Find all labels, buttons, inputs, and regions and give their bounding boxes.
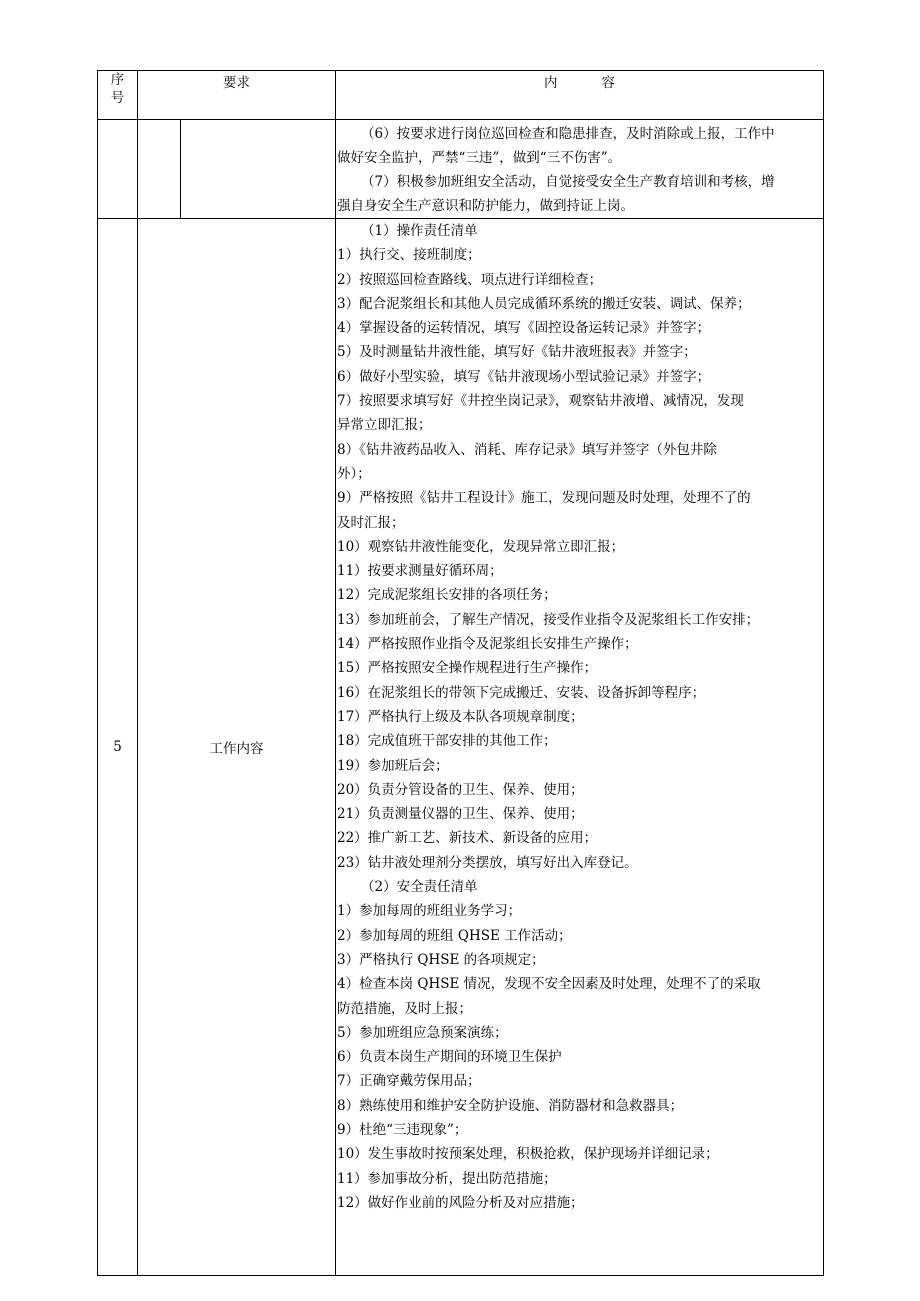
list-item: 22）推广新工艺、新技术、新设备的应用； xyxy=(337,830,598,847)
list-item: 9）杜绝“三违现象”； xyxy=(337,1121,468,1138)
list-item: 4）检查本岗 QHSE 情况，发现不安全因素及时处理，处理不了的采取 xyxy=(337,976,761,993)
list-item: 9）严格按照《钻井工程设计》施工，发现问题及时处理，处理不了的 xyxy=(337,490,751,507)
list-item: 11）按要求测量好循环周； xyxy=(337,563,503,580)
list-item: 17）严格执行上级及本队各项规章制度； xyxy=(337,708,584,725)
list-item: 1）参加每周的班组业务学习； xyxy=(337,903,522,920)
continuation-req-cell-b xyxy=(181,120,336,219)
list-item: 异常立即汇报； xyxy=(337,417,432,434)
list-item: 16）在泥浆组长的带领下完成搬迁、安装、设备拆卸等程序； xyxy=(337,684,706,701)
section1-title: （1）操作责任清单 xyxy=(361,223,478,239)
list-item: 6）负责本岗生产期间的环境卫生保护 xyxy=(337,1049,562,1066)
responsibility-table xyxy=(97,70,824,1276)
list-item: 12）完成泥浆组长安排的各项任务； xyxy=(337,587,557,604)
content-line: 做好安全监护，严禁“三违”，做到“三不伤害”。 xyxy=(337,150,622,166)
list-item: 13）参加班前会，了解生产情况，接受作业指令及泥浆组长工作安排； xyxy=(337,611,760,628)
list-item: 2）参加每周的班组 QHSE 工作活动； xyxy=(337,927,572,944)
list-item: 18）完成值班干部安排的其他工作； xyxy=(337,733,557,750)
section2-title: （2）安全责任清单 xyxy=(361,879,478,896)
list-item: 2）按照巡回检查路线、项点进行详细检查； xyxy=(337,271,603,288)
table-header-row xyxy=(98,71,824,120)
list-item: 8）《钻井液药品收入、消耗、库存记录》填写并签字（外包井除 xyxy=(337,441,717,458)
content-line: （6）按要求进行岗位巡回检查和隐患排查，及时消除或上报，工作中 xyxy=(361,126,775,142)
header-seq-line2: 号 xyxy=(110,90,125,106)
list-item: 19）参加班后会； xyxy=(337,757,449,774)
header-content xyxy=(336,71,824,120)
list-item: 及时汇报； xyxy=(337,514,405,531)
header-content-char1: 内 xyxy=(544,75,558,91)
list-item: 5）参加班组应急预案演练； xyxy=(337,1024,508,1041)
list-item: 4）掌握设备的运转情况，填写《固控设备运转记录》并签字； xyxy=(337,320,711,337)
list-item: 15）严格按照安全操作规程进行生产操作； xyxy=(337,660,598,677)
list-item: 10）观察钻井液性能变化，发现异常立即汇报； xyxy=(337,538,625,555)
list-item: 3）配合泥浆组长和其他人员完成循环系统的搬迁安装、调试、保养； xyxy=(337,295,751,312)
list-item: 7）按照要求填写好《井控坐岗记录》，观察钻井液增、减情况，发现 xyxy=(337,393,744,410)
list-item: 7）正确穿戴劳保用品； xyxy=(337,1073,481,1090)
list-item: 6）做好小型实验，填写《钻井液现场小型试验记录》并签字； xyxy=(337,368,711,385)
header-seq-line1: 序 xyxy=(110,72,125,88)
continuation-row xyxy=(98,120,824,219)
list-item: 5）及时测量钻井液性能，填写好《钻井液班报表》并签字； xyxy=(337,344,697,361)
list-item: 8）熟练使用和维护安全防护设施、消防器材和急救器具； xyxy=(337,1097,684,1114)
list-item: 10）发生事故时按预案处理，积极抢救，保护现场并详细记录； xyxy=(337,1146,719,1163)
content-line: （7）积极参加班组安全活动，自觉接受安全生产教育培训和考核，增 xyxy=(361,174,775,190)
list-item: 1）执行交、接班制度； xyxy=(337,247,481,264)
header-content-char2: 容 xyxy=(601,75,615,91)
header-requirement: 要求 xyxy=(138,71,336,120)
list-item: 23）钻井液处理剂分类摆放，填写好出入库登记。 xyxy=(337,854,638,871)
continuation-seq-cell xyxy=(98,120,138,219)
list-item: 21）负责测量仪器的卫生、保养、使用； xyxy=(337,806,584,823)
list-item: 12）做好作业前的风险分析及对应措施； xyxy=(337,1194,584,1211)
list-item: 20）负责分管设备的卫生、保养、使用； xyxy=(337,781,584,798)
list-item: 防范措施，及时上报； xyxy=(337,1000,472,1017)
list-item: 外）； xyxy=(337,465,371,482)
row5-content xyxy=(336,219,824,1276)
row-5 xyxy=(98,219,824,1276)
continuation-content xyxy=(336,120,824,219)
list-item: 3）严格执行 QHSE 的各项规定； xyxy=(337,951,545,968)
header-seq xyxy=(98,71,138,120)
content-line: 强自身安全生产意识和防护能力，做到持证上岗。 xyxy=(337,198,634,214)
row5-requirement: 工作内容 xyxy=(138,219,336,1276)
row5-seq: 5 xyxy=(98,219,138,1276)
list-item: 11）参加事故分析，提出防范措施； xyxy=(337,1170,557,1187)
continuation-req-cell-a xyxy=(138,120,181,219)
list-item: 14）严格按照作业指令及泥浆组长安排生产操作； xyxy=(337,636,638,653)
